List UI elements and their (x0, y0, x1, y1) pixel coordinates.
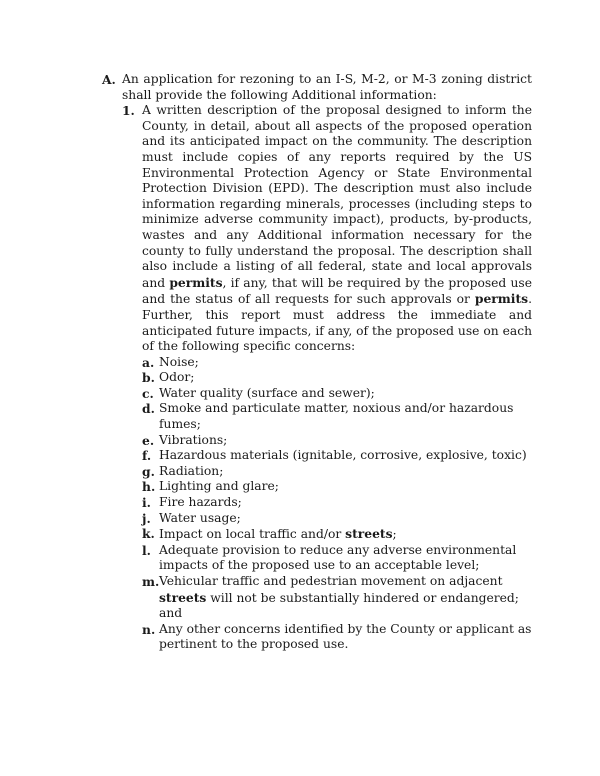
concern-text-pre: Impact on local traffic and/or (159, 527, 346, 542)
paragraph-text-1: A written description of the proposal designed to inform the County, in detail, about all aspects of the proposed operation and its anticipated impact on the community. The description must include copies of any reports required by the US Environmental Protection Agency or State Environmental Protection Division (EPD). The description must also include information regarding minerals, processes (including steps to minimize adverse community impact), products, by-products, wastes and any Additional information necessary for the county to fully understand the proposal. The description shall also include a listing of all federal, state and local approvals and (142, 103, 532, 290)
permits-keyword-1: permits (169, 274, 223, 290)
concern-letter: g. (142, 463, 155, 479)
concern-item (142, 479, 532, 495)
concern-letter: f. (142, 448, 152, 464)
concern-text: Radiation; (159, 463, 224, 478)
concern-item (142, 622, 532, 653)
concern-letter: n. (142, 621, 156, 637)
concerns-list (142, 355, 532, 653)
concern-item (142, 448, 532, 464)
item-number: 1. (122, 103, 135, 119)
concern-text: Hazardous materials (ignitable, corrosive, explosive, toxic) (159, 448, 527, 463)
section-a-heading (102, 72, 532, 103)
concern-text: Water usage; (159, 510, 241, 525)
concern-item (142, 386, 532, 402)
concern-letter: d. (142, 401, 155, 417)
concern-text: Adequate provision to reduce any adverse environmental impacts of the proposed use to an acceptable level; (159, 542, 517, 573)
concern-text-post: will not be substantially hindered or endangered; and (159, 590, 519, 621)
item-1-paragraph (142, 103, 532, 355)
concern-letter: c. (142, 385, 154, 401)
permits-keyword-2: permits (474, 291, 529, 307)
concern-item (142, 401, 532, 432)
concern-item (142, 370, 532, 386)
concern-item (142, 464, 532, 480)
streets-keyword-2: streets (159, 589, 207, 605)
paragraph-text-2: , if any, that will be required by the proposed use and the status of all requests for such approvals or (142, 275, 532, 307)
paragraph-text-3: . Further, this report must address the immediate and anticipated future impacts, if any, of the proposed use on each of the following specific concerns: (142, 292, 532, 354)
concern-letter: i. (142, 495, 151, 511)
concern-letter: k. (142, 526, 155, 542)
concern-text: Vibrations; (159, 432, 228, 447)
item-1 (122, 103, 532, 653)
concern-letter: a. (142, 354, 155, 370)
concern-letter: b. (142, 370, 155, 386)
concern-item (142, 355, 532, 371)
concern-item (142, 495, 532, 511)
section-intro-text: An application for rezoning to an I-S, M-2, or M-3 zoning district shall provide the following Additional information: (122, 72, 532, 102)
concern-item (142, 574, 532, 622)
concern-text (159, 574, 532, 622)
concern-text: Smoke and particulate matter, noxious and/or hazardous fumes; (159, 401, 514, 432)
concern-text: Any other concerns identified by the County or applicant as pertinent to the proposed use. (159, 621, 532, 652)
concern-text (159, 526, 532, 543)
concern-letter: l. (142, 542, 151, 558)
concern-text-pre: Vehicular traffic and pedestrian movement on adjacent (159, 574, 503, 588)
section-a (102, 72, 532, 653)
concern-text: Fire hazards; (159, 495, 242, 510)
concern-letter: j. (142, 510, 151, 526)
item-1-body (142, 103, 532, 653)
concern-letter: h. (142, 479, 156, 495)
section-letter: A. (102, 72, 116, 87)
concern-item (142, 543, 532, 574)
concern-letter: e. (142, 432, 155, 448)
concern-text: Odor; (159, 370, 195, 385)
concern-item (142, 511, 532, 527)
concern-text: Water quality (surface and sewer); (159, 385, 375, 400)
concern-text: Noise; (159, 354, 199, 369)
concern-item (142, 433, 532, 449)
concern-text: Lighting and glare; (159, 479, 279, 494)
concern-text-post: ; (392, 527, 397, 542)
streets-keyword-1: streets (345, 526, 393, 542)
concern-letter: m. (142, 574, 160, 589)
concern-item (142, 526, 532, 543)
